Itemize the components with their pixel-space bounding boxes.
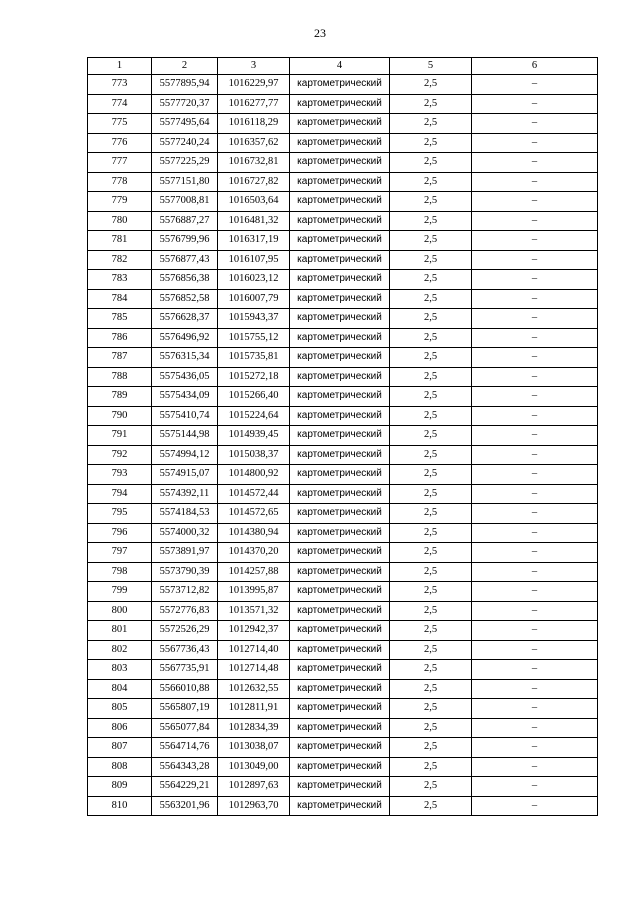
- point-number-cell: 786: [88, 328, 152, 348]
- column-header-method: 4: [290, 58, 390, 75]
- table-row: [88, 777, 598, 797]
- x-coordinate-cell: 5576315,34: [152, 348, 218, 368]
- y-coordinate-cell: 1012942,37: [218, 621, 290, 641]
- note-cell: –: [472, 660, 598, 680]
- method-cell: картометрический: [290, 328, 390, 348]
- point-number-cell: 807: [88, 738, 152, 758]
- method-cell: картометрический: [290, 679, 390, 699]
- note-cell: –: [472, 309, 598, 329]
- y-coordinate-cell: 1012632,55: [218, 679, 290, 699]
- table-row: [88, 289, 598, 309]
- method-cell: картометрический: [290, 211, 390, 231]
- y-coordinate-cell: 1012834,39: [218, 718, 290, 738]
- table-row: [88, 133, 598, 153]
- x-coordinate-cell: 5572776,83: [152, 601, 218, 621]
- table-row: [88, 699, 598, 719]
- accuracy-cell: 2,5: [390, 543, 472, 563]
- y-coordinate-cell: 1015272,18: [218, 367, 290, 387]
- point-number-cell: 810: [88, 796, 152, 816]
- method-cell: картометрический: [290, 699, 390, 719]
- x-coordinate-cell: 5576856,38: [152, 270, 218, 290]
- method-cell: картометрический: [290, 562, 390, 582]
- point-number-cell: 780: [88, 211, 152, 231]
- y-coordinate-cell: 1012811,91: [218, 699, 290, 719]
- point-number-cell: 777: [88, 153, 152, 173]
- note-cell: –: [472, 94, 598, 114]
- point-number-cell: 778: [88, 172, 152, 192]
- note-cell: –: [472, 133, 598, 153]
- coordinates-table: [87, 57, 598, 816]
- x-coordinate-cell: 5575144,98: [152, 426, 218, 446]
- x-coordinate-cell: 5576852,58: [152, 289, 218, 309]
- y-coordinate-cell: 1016503,64: [218, 192, 290, 212]
- method-cell: картометрический: [290, 777, 390, 797]
- point-number-cell: 800: [88, 601, 152, 621]
- accuracy-cell: 2,5: [390, 192, 472, 212]
- method-cell: картометрический: [290, 94, 390, 114]
- method-cell: картометрический: [290, 660, 390, 680]
- point-number-cell: 796: [88, 523, 152, 543]
- method-cell: картометрический: [290, 133, 390, 153]
- accuracy-cell: 2,5: [390, 757, 472, 777]
- method-cell: картометрический: [290, 114, 390, 134]
- point-number-cell: 785: [88, 309, 152, 329]
- table-row: [88, 504, 598, 524]
- y-coordinate-cell: 1013995,87: [218, 582, 290, 602]
- accuracy-cell: 2,5: [390, 387, 472, 407]
- point-number-cell: 794: [88, 484, 152, 504]
- table-row: [88, 387, 598, 407]
- x-coordinate-cell: 5574392,11: [152, 484, 218, 504]
- accuracy-cell: 2,5: [390, 367, 472, 387]
- method-cell: картометрический: [290, 250, 390, 270]
- table-row: [88, 231, 598, 251]
- table-row: [88, 562, 598, 582]
- y-coordinate-cell: 1016107,95: [218, 250, 290, 270]
- x-coordinate-cell: 5573712,82: [152, 582, 218, 602]
- accuracy-cell: 2,5: [390, 601, 472, 621]
- table-row: [88, 757, 598, 777]
- note-cell: –: [472, 621, 598, 641]
- note-cell: –: [472, 562, 598, 582]
- note-cell: –: [472, 211, 598, 231]
- table-row: [88, 543, 598, 563]
- method-cell: картометрический: [290, 348, 390, 368]
- method-cell: картометрический: [290, 621, 390, 641]
- point-number-cell: 799: [88, 582, 152, 602]
- accuracy-cell: 2,5: [390, 211, 472, 231]
- note-cell: –: [472, 367, 598, 387]
- accuracy-cell: 2,5: [390, 484, 472, 504]
- x-coordinate-cell: 5563201,96: [152, 796, 218, 816]
- x-coordinate-cell: 5572526,29: [152, 621, 218, 641]
- accuracy-cell: 2,5: [390, 640, 472, 660]
- accuracy-cell: 2,5: [390, 660, 472, 680]
- x-coordinate-cell: 5575436,05: [152, 367, 218, 387]
- x-coordinate-cell: 5576496,92: [152, 328, 218, 348]
- x-coordinate-cell: 5577008,81: [152, 192, 218, 212]
- table-row: [88, 192, 598, 212]
- note-cell: –: [472, 796, 598, 816]
- table-row: [88, 250, 598, 270]
- table-row: [88, 679, 598, 699]
- y-coordinate-cell: 1013049,00: [218, 757, 290, 777]
- accuracy-cell: 2,5: [390, 699, 472, 719]
- column-header-x: 2: [152, 58, 218, 75]
- table-row: [88, 309, 598, 329]
- method-cell: картометрический: [290, 465, 390, 485]
- note-cell: –: [472, 153, 598, 173]
- table-row: [88, 75, 598, 95]
- x-coordinate-cell: 5574915,07: [152, 465, 218, 485]
- method-cell: картометрический: [290, 367, 390, 387]
- accuracy-cell: 2,5: [390, 94, 472, 114]
- y-coordinate-cell: 1016023,12: [218, 270, 290, 290]
- point-number-cell: 775: [88, 114, 152, 134]
- point-number-cell: 797: [88, 543, 152, 563]
- x-coordinate-cell: 5575410,74: [152, 406, 218, 426]
- table-row: [88, 796, 598, 816]
- point-number-cell: 773: [88, 75, 152, 95]
- x-coordinate-cell: 5565807,19: [152, 699, 218, 719]
- y-coordinate-cell: 1016481,32: [218, 211, 290, 231]
- note-cell: –: [472, 192, 598, 212]
- x-coordinate-cell: 5567736,43: [152, 640, 218, 660]
- note-cell: –: [472, 426, 598, 446]
- accuracy-cell: 2,5: [390, 231, 472, 251]
- note-cell: –: [472, 777, 598, 797]
- method-cell: картометрический: [290, 309, 390, 329]
- x-coordinate-cell: 5576887,27: [152, 211, 218, 231]
- y-coordinate-cell: 1016732,81: [218, 153, 290, 173]
- point-number-cell: 795: [88, 504, 152, 524]
- method-cell: картометрический: [290, 543, 390, 563]
- y-coordinate-cell: 1015943,37: [218, 309, 290, 329]
- accuracy-cell: 2,5: [390, 445, 472, 465]
- method-cell: картометрический: [290, 640, 390, 660]
- accuracy-cell: 2,5: [390, 582, 472, 602]
- point-number-cell: 790: [88, 406, 152, 426]
- column-header-accuracy: 5: [390, 58, 472, 75]
- table-row: [88, 367, 598, 387]
- method-cell: картометрический: [290, 504, 390, 524]
- y-coordinate-cell: 1015038,37: [218, 445, 290, 465]
- y-coordinate-cell: 1015224,64: [218, 406, 290, 426]
- point-number-cell: 802: [88, 640, 152, 660]
- accuracy-cell: 2,5: [390, 523, 472, 543]
- accuracy-cell: 2,5: [390, 75, 472, 95]
- table-row: [88, 445, 598, 465]
- accuracy-cell: 2,5: [390, 289, 472, 309]
- note-cell: –: [472, 504, 598, 524]
- method-cell: картометрический: [290, 757, 390, 777]
- x-coordinate-cell: 5564714,76: [152, 738, 218, 758]
- table-row: [88, 640, 598, 660]
- note-cell: –: [472, 348, 598, 368]
- y-coordinate-cell: 1016277,77: [218, 94, 290, 114]
- note-cell: –: [472, 172, 598, 192]
- column-header-y: 3: [218, 58, 290, 75]
- point-number-cell: 793: [88, 465, 152, 485]
- table-row: [88, 426, 598, 446]
- point-number-cell: 805: [88, 699, 152, 719]
- point-number-cell: 804: [88, 679, 152, 699]
- y-coordinate-cell: 1012714,40: [218, 640, 290, 660]
- method-cell: картометрический: [290, 75, 390, 95]
- point-number-cell: 788: [88, 367, 152, 387]
- point-number-cell: 806: [88, 718, 152, 738]
- y-coordinate-cell: 1013038,07: [218, 738, 290, 758]
- note-cell: –: [472, 250, 598, 270]
- note-cell: –: [472, 114, 598, 134]
- y-coordinate-cell: 1014257,88: [218, 562, 290, 582]
- note-cell: –: [472, 484, 598, 504]
- method-cell: картометрический: [290, 523, 390, 543]
- table-row: [88, 465, 598, 485]
- y-coordinate-cell: 1015735,81: [218, 348, 290, 368]
- table-row: [88, 601, 598, 621]
- y-coordinate-cell: 1016007,79: [218, 289, 290, 309]
- x-coordinate-cell: 5577720,37: [152, 94, 218, 114]
- table-row: [88, 94, 598, 114]
- y-coordinate-cell: 1016317,19: [218, 231, 290, 251]
- accuracy-cell: 2,5: [390, 562, 472, 582]
- point-number-cell: 801: [88, 621, 152, 641]
- accuracy-cell: 2,5: [390, 328, 472, 348]
- table-row: [88, 172, 598, 192]
- note-cell: –: [472, 406, 598, 426]
- y-coordinate-cell: 1014800,92: [218, 465, 290, 485]
- method-cell: картометрический: [290, 601, 390, 621]
- accuracy-cell: 2,5: [390, 172, 472, 192]
- x-coordinate-cell: 5566010,88: [152, 679, 218, 699]
- method-cell: картометрический: [290, 718, 390, 738]
- method-cell: картометрический: [290, 231, 390, 251]
- note-cell: –: [472, 270, 598, 290]
- accuracy-cell: 2,5: [390, 250, 472, 270]
- table-row: [88, 738, 598, 758]
- note-cell: –: [472, 75, 598, 95]
- x-coordinate-cell: 5575434,09: [152, 387, 218, 407]
- x-coordinate-cell: 5577225,29: [152, 153, 218, 173]
- accuracy-cell: 2,5: [390, 114, 472, 134]
- accuracy-cell: 2,5: [390, 718, 472, 738]
- point-number-cell: 789: [88, 387, 152, 407]
- x-coordinate-cell: 5573790,39: [152, 562, 218, 582]
- note-cell: –: [472, 679, 598, 699]
- table-row: [88, 523, 598, 543]
- y-coordinate-cell: 1014380,94: [218, 523, 290, 543]
- method-cell: картометрический: [290, 289, 390, 309]
- table-row: [88, 153, 598, 173]
- y-coordinate-cell: 1012963,70: [218, 796, 290, 816]
- x-coordinate-cell: 5576877,43: [152, 250, 218, 270]
- table-row: [88, 660, 598, 680]
- table-row: [88, 270, 598, 290]
- table-body: [88, 75, 598, 816]
- method-cell: картометрический: [290, 426, 390, 446]
- accuracy-cell: 2,5: [390, 426, 472, 446]
- x-coordinate-cell: 5577151,80: [152, 172, 218, 192]
- accuracy-cell: 2,5: [390, 309, 472, 329]
- accuracy-cell: 2,5: [390, 796, 472, 816]
- point-number-cell: 776: [88, 133, 152, 153]
- x-coordinate-cell: 5567735,91: [152, 660, 218, 680]
- point-number-cell: 779: [88, 192, 152, 212]
- table-row: [88, 718, 598, 738]
- accuracy-cell: 2,5: [390, 504, 472, 524]
- table-row: [88, 484, 598, 504]
- y-coordinate-cell: 1016229,97: [218, 75, 290, 95]
- x-coordinate-cell: 5577240,24: [152, 133, 218, 153]
- y-coordinate-cell: 1013571,32: [218, 601, 290, 621]
- note-cell: –: [472, 757, 598, 777]
- point-number-cell: 782: [88, 250, 152, 270]
- x-coordinate-cell: 5573891,97: [152, 543, 218, 563]
- accuracy-cell: 2,5: [390, 777, 472, 797]
- point-number-cell: 783: [88, 270, 152, 290]
- y-coordinate-cell: 1016727,82: [218, 172, 290, 192]
- y-coordinate-cell: 1016357,62: [218, 133, 290, 153]
- table-row: [88, 114, 598, 134]
- x-coordinate-cell: 5565077,84: [152, 718, 218, 738]
- table-row: [88, 328, 598, 348]
- point-number-cell: 798: [88, 562, 152, 582]
- note-cell: –: [472, 718, 598, 738]
- x-coordinate-cell: 5576628,37: [152, 309, 218, 329]
- method-cell: картометрический: [290, 153, 390, 173]
- note-cell: –: [472, 738, 598, 758]
- accuracy-cell: 2,5: [390, 738, 472, 758]
- note-cell: –: [472, 465, 598, 485]
- x-coordinate-cell: 5574000,32: [152, 523, 218, 543]
- y-coordinate-cell: 1014572,44: [218, 484, 290, 504]
- y-coordinate-cell: 1012714,48: [218, 660, 290, 680]
- accuracy-cell: 2,5: [390, 270, 472, 290]
- table-row: [88, 406, 598, 426]
- table-row: [88, 621, 598, 641]
- accuracy-cell: 2,5: [390, 153, 472, 173]
- method-cell: картометрический: [290, 738, 390, 758]
- column-header-note: 6: [472, 58, 598, 75]
- point-number-cell: 781: [88, 231, 152, 251]
- x-coordinate-cell: 5576799,96: [152, 231, 218, 251]
- x-coordinate-cell: 5574994,12: [152, 445, 218, 465]
- method-cell: картометрический: [290, 387, 390, 407]
- point-number-cell: 791: [88, 426, 152, 446]
- x-coordinate-cell: 5564343,28: [152, 757, 218, 777]
- point-number-cell: 792: [88, 445, 152, 465]
- method-cell: картометрический: [290, 270, 390, 290]
- y-coordinate-cell: 1014572,65: [218, 504, 290, 524]
- method-cell: картометрический: [290, 406, 390, 426]
- note-cell: –: [472, 601, 598, 621]
- accuracy-cell: 2,5: [390, 406, 472, 426]
- table-row: [88, 211, 598, 231]
- point-number-cell: 808: [88, 757, 152, 777]
- point-number-cell: 787: [88, 348, 152, 368]
- note-cell: –: [472, 328, 598, 348]
- note-cell: –: [472, 523, 598, 543]
- accuracy-cell: 2,5: [390, 133, 472, 153]
- method-cell: картометрический: [290, 192, 390, 212]
- accuracy-cell: 2,5: [390, 621, 472, 641]
- page-number: 23: [314, 26, 326, 40]
- note-cell: –: [472, 445, 598, 465]
- y-coordinate-cell: 1012897,63: [218, 777, 290, 797]
- y-coordinate-cell: 1014939,45: [218, 426, 290, 446]
- x-coordinate-cell: 5574184,53: [152, 504, 218, 524]
- method-cell: картометрический: [290, 582, 390, 602]
- table-header-row: [88, 58, 598, 75]
- accuracy-cell: 2,5: [390, 679, 472, 699]
- y-coordinate-cell: 1014370,20: [218, 543, 290, 563]
- method-cell: картометрический: [290, 484, 390, 504]
- point-number-cell: 803: [88, 660, 152, 680]
- note-cell: –: [472, 582, 598, 602]
- table-row: [88, 348, 598, 368]
- x-coordinate-cell: 5577895,94: [152, 75, 218, 95]
- method-cell: картометрический: [290, 445, 390, 465]
- y-coordinate-cell: 1015755,12: [218, 328, 290, 348]
- accuracy-cell: 2,5: [390, 348, 472, 368]
- y-coordinate-cell: 1016118,29: [218, 114, 290, 134]
- y-coordinate-cell: 1015266,40: [218, 387, 290, 407]
- accuracy-cell: 2,5: [390, 465, 472, 485]
- point-number-cell: 809: [88, 777, 152, 797]
- method-cell: картометрический: [290, 796, 390, 816]
- point-number-cell: 774: [88, 94, 152, 114]
- x-coordinate-cell: 5577495,64: [152, 114, 218, 134]
- note-cell: –: [472, 699, 598, 719]
- column-header-point-number: 1: [88, 58, 152, 75]
- note-cell: –: [472, 543, 598, 563]
- method-cell: картометрический: [290, 172, 390, 192]
- point-number-cell: 784: [88, 289, 152, 309]
- note-cell: –: [472, 231, 598, 251]
- note-cell: –: [472, 289, 598, 309]
- note-cell: –: [472, 387, 598, 407]
- table-row: [88, 582, 598, 602]
- note-cell: –: [472, 640, 598, 660]
- x-coordinate-cell: 5564229,21: [152, 777, 218, 797]
